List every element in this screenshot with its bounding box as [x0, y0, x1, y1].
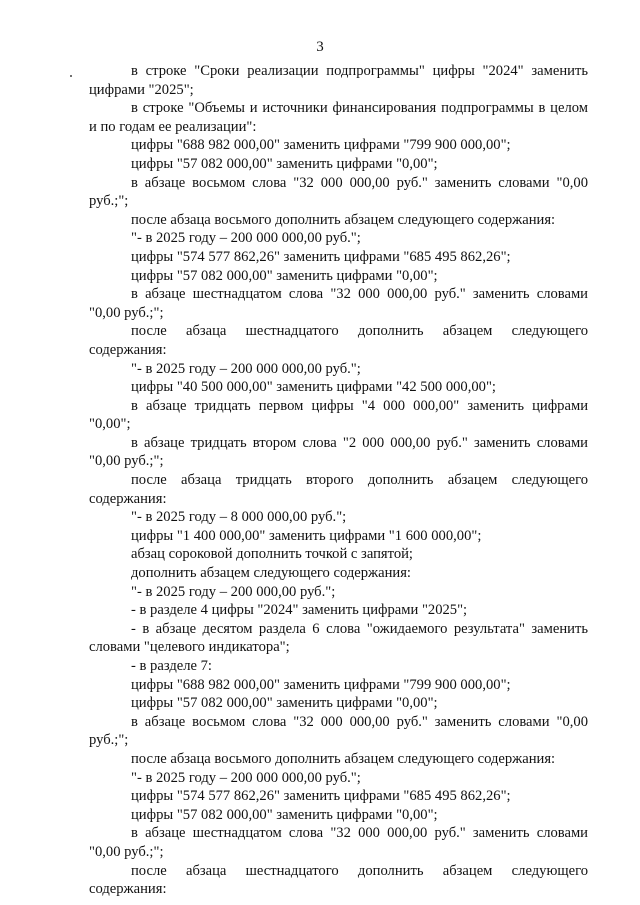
amendment-paragraph: после абзаца восьмого дополнить абзацем следующего содержания:: [131, 211, 556, 228]
amendment-paragraph: цифры "574 577 862,26" заменить цифрами "685 495 862,26";: [131, 788, 511, 805]
amendment-paragraph: после абзаца шестнадцатого дополнить абзацем следующего содержания:: [89, 862, 588, 898]
amendment-paragraph: дополнить абзацем следующего содержания:: [131, 565, 411, 582]
page-number: 3: [316, 39, 324, 55]
amendment-paragraph: цифры "40 500 000,00" заменить цифрами "42 500 000,00";: [131, 379, 496, 396]
amendment-paragraph: после абзаца тридцать второго дополнить абзацем следующего содержания:: [89, 472, 588, 507]
amendment-paragraph: в абзаце восьмом слова "32 000 000,00 руб." заменить словами "0,00 руб.;";: [89, 713, 588, 749]
amendment-paragraph: цифры "688 982 000,00" заменить цифрами "799 900 000,00";: [131, 137, 511, 154]
amendment-paragraph: "- в 2025 году – 200 000 000,00 руб.";: [131, 769, 361, 786]
document-body: [89, 62, 588, 899]
amendment-paragraph: после абзаца восьмого дополнить абзацем следующего содержания:: [131, 750, 556, 767]
amendment-paragraph: - в абзаце десятом раздела 6 слова "ожидаемого результата" заменить словами "целевого индикатора";: [89, 620, 588, 656]
amendment-paragraph: в строке "Объемы и источники финансирования подпрограммы в целом и по годам ее реализации":: [89, 100, 588, 135]
amendment-paragraph: в абзаце тридцать втором слова "2 000 000,00 руб." заменить словами "0,00 руб.;";: [89, 434, 588, 470]
amendment-paragraph: "- в 2025 году – 200 000 000,00 руб.";: [131, 360, 361, 377]
scan-dot-mark: [70, 75, 72, 77]
amendment-paragraph: "- в 2025 году – 8 000 000,00 руб.";: [131, 509, 347, 526]
amendment-paragraph: после абзаца шестнадцатого дополнить абзацем следующего содержания:: [89, 323, 588, 358]
amendment-paragraph: - в разделе 7:: [131, 658, 212, 674]
amendment-paragraph: цифры "574 577 862,26" заменить цифрами "685 495 862,26";: [131, 248, 511, 265]
amendment-paragraph: "- в 2025 году – 200 000 000,00 руб.";: [131, 230, 361, 247]
amendment-paragraph: цифры "57 082 000,00" заменить цифрами "0,00";: [131, 695, 438, 712]
amendment-paragraph: цифры "57 082 000,00" заменить цифрами "0,00";: [131, 155, 438, 172]
amendment-paragraph: в абзаце тридцать первом цифры "4 000 000,00" заменить цифрами "0,00";: [89, 397, 588, 433]
amendment-paragraph: абзац сороковой дополнить точкой с запятой;: [131, 546, 413, 563]
amendment-paragraph: цифры "57 082 000,00" заменить цифрами "0,00";: [131, 806, 438, 823]
amendment-paragraph: цифры "1 400 000,00" заменить цифрами "1 600 000,00";: [131, 527, 482, 544]
amendment-paragraph: в абзаце шестнадцатом слова "32 000 000,00 руб." заменить словами "0,00 руб.;";: [89, 825, 588, 860]
amendment-paragraph: цифры "688 982 000,00" заменить цифрами "799 900 000,00";: [131, 676, 511, 693]
amendment-paragraph: - в разделе 4 цифры "2024" заменить цифрами "2025";: [131, 602, 468, 619]
amendment-paragraph: в строке "Сроки реализации подпрограммы" цифры "2024" заменить цифрами "2025";: [89, 63, 588, 98]
amendment-paragraph: цифры "57 082 000,00" заменить цифрами "0,00";: [131, 267, 438, 284]
amendment-paragraph: в абзаце шестнадцатом слова "32 000 000,00 руб." заменить словами "0,00 руб.;";: [89, 286, 588, 321]
amendment-paragraph: в абзаце восьмом слова "32 000 000,00 руб." заменить словами "0,00 руб.;";: [89, 174, 588, 210]
amendment-paragraph: "- в 2025 году – 200 000,00 руб.";: [131, 583, 336, 600]
